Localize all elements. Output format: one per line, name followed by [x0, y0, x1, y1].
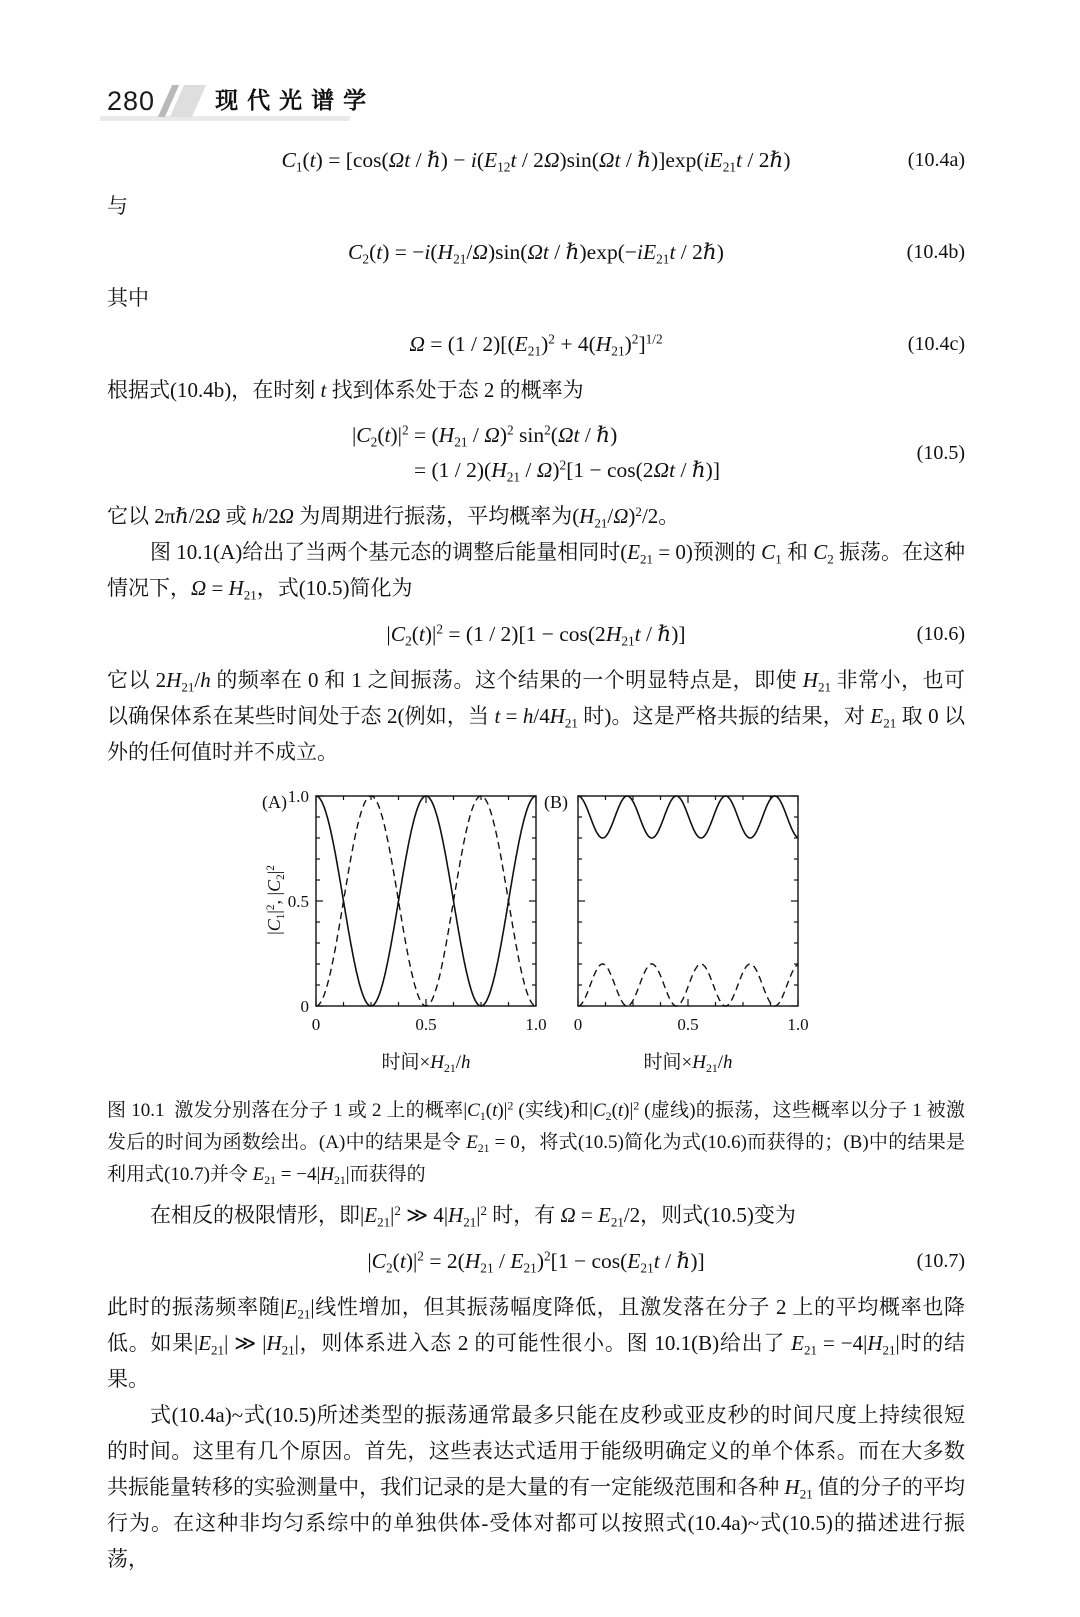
svg-text:0: 0 — [300, 997, 309, 1016]
paragraph-opposite-limit: 在相反的极限情形，即$|E_{21}|^2$ ≫ $4|H_{21}|^2$ 时，有 $\Omega = E_{21}/2$，则式(10.5)变为 — [150, 1202, 796, 1230]
plot-a-canvas — [260, 784, 550, 1044]
svg-text:0: 0 — [311, 1015, 321, 1034]
equation-rhs: = $(H_{21} / \Omega)^2$ $\sin^2(\Omega t$ / ℏ) — [408, 422, 618, 450]
page-number: 280 — [107, 86, 156, 116]
figure-10-1 — [107, 784, 965, 1191]
paragraph-probability-intro: 根据式(10.4b)，在时刻 t 找到体系处于态 2 的概率为 — [107, 378, 584, 402]
svg-text:1.0: 1.0 — [787, 1015, 809, 1034]
equation-10-4c — [107, 326, 965, 362]
equation-10-4b — [107, 234, 965, 270]
equation-tag: (10.7) — [916, 1250, 965, 1272]
equation-body: $C_2(t) = -i(H_{21}/\Omega)\sin(\Omega t$ / $\hbar)\exp(-iE_{21}t$ / 2ℏ) — [348, 240, 724, 267]
page-header — [107, 84, 965, 118]
equation-10-7 — [107, 1243, 965, 1279]
svg-text:0: 0 — [573, 1015, 583, 1034]
svg-text:0.5: 0.5 — [677, 1015, 699, 1034]
svg-text:1.0: 1.0 — [287, 787, 309, 806]
panel-a-label: (A) — [262, 792, 287, 812]
plot-b-canvas — [562, 784, 812, 1044]
equation-lhs: $|C_2(t)|^2$ — [351, 422, 409, 450]
connector-where: 其中 — [107, 286, 149, 310]
svg-text:0.5: 0.5 — [415, 1015, 437, 1034]
equation-body: $\Omega = (1 / 2)[(E_{21})^2 + 4(H_{21})^2]^{1/2}$ — [409, 331, 663, 359]
paragraph-frequency-note: 此时的振荡频率随$|E_{21}|$线性增加，但其振荡幅度降低，且激发落在分子 2 上的平均概率也降低。如果$|E_{21}|$ ≫ $|H_{21}|$，则体系进入态 2 的可能性很小。图 10.1(B)给出了 $E_{21} = -4|H_{21}|$时的结果。 — [107, 1295, 965, 1391]
svg-text:0.5: 0.5 — [287, 892, 309, 911]
y-axis-label: $|C_1|^2$, $|C_2|^2$ — [264, 865, 287, 935]
equation-body: $|C_2(t)|^2 = 2(H_{21} / E_{21})^2[1 - \cos(E_{21}t$ / ℏ)] — [367, 1248, 705, 1276]
paragraph-period-note: 它以 2πℏ/2Ω 或 h/2Ω 为周期进行振荡，平均概率为$(H_{21}/\Omega)^2/2$。 — [107, 503, 680, 531]
equation-body: $C_1(t) = [\cos(\Omega t$ / ℏ) − $i(E_{12}t / 2\Omega)\sin(\Omega t$ / $\hbar)]\exp(iE_{21}t$ / 2ℏ) — [281, 148, 791, 175]
equation-line-2 — [352, 457, 720, 485]
figure-panel-a — [260, 784, 550, 1075]
equation-body: $|C_2(t)|^2 = (1 / 2)[1 - \cos(2H_{21}t$ / ℏ)] — [386, 621, 686, 649]
connector-with: 与 — [107, 194, 128, 218]
paragraph-timescale-note: 式(10.4a)~式(10.5)所述类型的振荡通常最多只能在皮秒或亚皮秒的时间尺度上持续很短的时间。这里有几个原因。首先，这些表达式适用于能级明确定义的单个体系。而在大多数共振能量转移的实验测量中，我们记录的是大量的有一定能级范围和各种 $H_{21}$ 值的分子的平均行为。在这种非均匀系综中的单独供体-受体对都可以按照式(10.4a)~式(10.5)的描述进行振荡， — [107, 1403, 966, 1571]
equation-stack — [352, 418, 720, 488]
equation-tag: (10.5) — [916, 442, 965, 464]
equation-tag: (10.4a) — [907, 149, 965, 171]
figure-caption: 图 10.1 激发分别落在分子 1 或 2 上的概率$|C_1(t)|^2$ (实线)和$|C_2(t)|^2$ (虚线)的振荡，这些概率以分子 1 被激发后的时间为函数绘出。(A)中的结果是令 $E_{21} = 0$，将式(10.5)简化为式(10.6)而获得的；(B)中的结果是利用式(10.7)并令 $E_{21} = -4|H_{21}|$而获得的 — [107, 1099, 965, 1188]
equation-tag: (10.6) — [916, 623, 965, 645]
figure-panel-b — [544, 784, 812, 1076]
x-axis-label: 时间$\times H_{21}/h$ — [381, 1052, 471, 1076]
equation-10-6 — [107, 616, 965, 652]
x-axis-label: 时间$\times H_{21}/h$ — [643, 1052, 733, 1076]
equation-rhs: = $(1 / 2)(H_{21} / \Omega)^2[1 - \cos(2\Omega t$ / ℏ)] — [408, 457, 720, 485]
figure-panels-row — [107, 784, 965, 1075]
header-slash-decoration — [165, 85, 199, 117]
panel-b-label: (B) — [544, 792, 568, 812]
header-underline-band — [99, 116, 351, 121]
equation-line-1 — [351, 422, 618, 450]
equation-tag: (10.4b) — [906, 241, 965, 263]
book-title: 现代光谱学 — [215, 88, 376, 113]
equation-tag: (10.4c) — [907, 333, 965, 355]
paragraph-figure-intro: 图 10.1(A)给出了当两个基元态的调整后能量相同时$(E_{21} = 0)$预测的 $C_1$ 和 $C_2$ 振荡。在这种情况下，$\Omega = H_{21}$，式(10.5)简化为 — [107, 540, 966, 603]
paragraph-oscillation-note: 它以 $2H_{21}/h$ 的频率在 0 和 1 之间振荡。这个结果的一个明显特点是，即使 $H_{21}$ 非常小，也可以确保体系在某些时间处于态 2(例如，当 $t = h/4H_{21}$ 时)。这是严格共振的结果，对 $E_{21}$ 取 0 以外的任何值时并不成立。 — [107, 668, 966, 764]
equation-10-5 — [107, 418, 965, 488]
svg-text:1.0: 1.0 — [525, 1015, 547, 1034]
equation-10-4a — [107, 142, 965, 178]
